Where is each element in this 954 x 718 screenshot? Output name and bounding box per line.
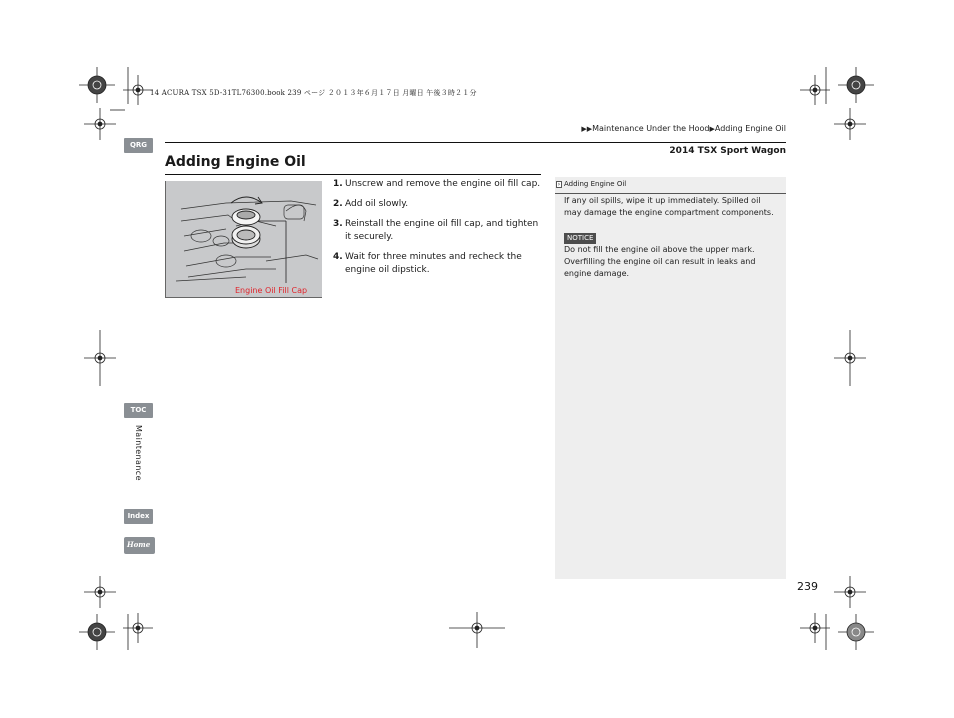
engine-oil-cap-drawing: [166, 181, 322, 298]
step-text: Unscrew and remove the engine oil fill cap.: [345, 179, 541, 189]
instruction-steps: [333, 178, 545, 284]
reference-icon: ›: [557, 181, 561, 188]
page-title: Adding Engine Oil: [165, 154, 306, 170]
header-rule: [165, 142, 786, 143]
step-number: 2.: [333, 199, 343, 209]
list-item: [333, 218, 545, 244]
toc-tab[interactable]: TOC: [124, 403, 153, 418]
list-item: [333, 198, 545, 211]
notice-paragraph: Do not fill the engine oil above the upper mark. Overfilling the engine oil can result in leaks and engine damage.: [564, 245, 756, 278]
list-item: [333, 178, 545, 191]
model-name: 2014 TSX Sport Wagon: [669, 146, 786, 156]
sidebar-heading-text: Adding Engine Oil: [564, 180, 627, 188]
step-number: 4.: [333, 252, 343, 262]
page-number: 239: [797, 580, 818, 593]
notice-badge: NOTICE: [564, 233, 596, 244]
list-item: [333, 251, 545, 277]
notes-sidebar: [555, 177, 786, 579]
sidebar-paragraph: If any oil spills, wipe it up immediately. Spilled oil may damage the engine compartment components.: [564, 196, 774, 217]
breadcrumb: [581, 124, 786, 133]
title-rule: [165, 174, 541, 175]
index-tab[interactable]: Index: [124, 509, 153, 524]
breadcrumb-link-maintenance-under-hood[interactable]: Maintenance Under the Hood: [592, 124, 710, 133]
sidebar-heading: [555, 180, 786, 194]
engine-illustration: [165, 181, 322, 298]
home-button[interactable]: [124, 537, 155, 554]
breadcrumb-marker: ▶: [709, 125, 715, 133]
print-info: 14 ACURA TSX 5D-31TL76300.book 239 ページ ２０１３年６月１７日 月曜日 午後３時２１分: [150, 89, 477, 97]
step-number: 1.: [333, 179, 343, 189]
figure-callout-label: Engine Oil Fill Cap: [235, 286, 308, 295]
home-label: Home: [127, 540, 151, 549]
breadcrumb-marker: ▶▶: [581, 125, 593, 133]
step-text: Add oil slowly.: [345, 199, 409, 209]
step-text: Reinstall the engine oil fill cap, and tighten it securely.: [345, 219, 539, 242]
step-text: Wait for three minutes and recheck the engine oil dipstick.: [345, 252, 522, 275]
qrg-tab[interactable]: QRG: [124, 138, 153, 153]
step-number: 3.: [333, 219, 343, 229]
section-label: Maintenance: [134, 425, 143, 481]
breadcrumb-current: Adding Engine Oil: [714, 124, 786, 133]
